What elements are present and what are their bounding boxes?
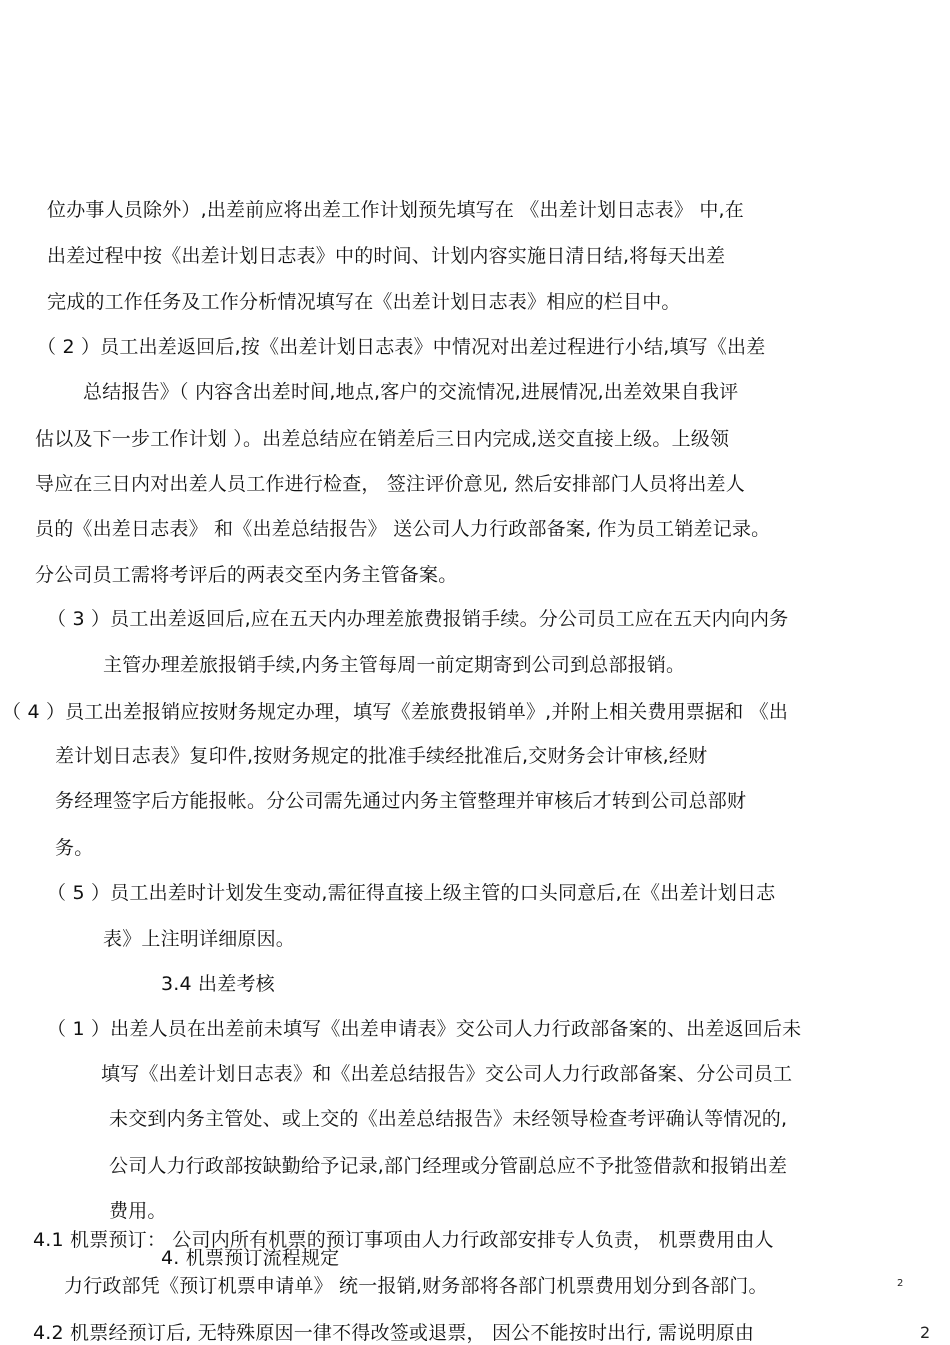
text-line: 4.1 机票预订： 公司内所有机票的预订事项由人力行政部安排专人负责， 机票费用由人 bbox=[33, 1229, 774, 1251]
text-line: 费用。 bbox=[109, 1200, 167, 1222]
text-line: （ 2 ）员工出差返回后,按《出差计划日志表》中情况对出差过程进行小结,填写《出差 bbox=[37, 336, 766, 358]
text-line: 员的《出差日志表》 和《出差总结报告》 送公司人力行政部备案, 作为员工销差记录。 bbox=[35, 518, 771, 540]
page-number: 2 bbox=[897, 1278, 904, 1289]
section-heading: 4. 机票预订流程规定 bbox=[161, 1247, 340, 1269]
text-line: 务。 bbox=[55, 837, 94, 859]
text-line: 公司人力行政部按缺勤给予记录,部门经理或分管副总应不予批签借款和报销出差 bbox=[109, 1155, 788, 1177]
text-line: 估以及下一步工作计划 ）。出差总结应在销差后三日内完成,送交直接上级。上级领 bbox=[35, 428, 730, 450]
text-line: 务经理签字后方能报帐。分公司需先通过内务主管整理并审核后才转到公司总部财 bbox=[55, 790, 747, 812]
text-line: （ 4 ）员工出差报销应按财务规定办理，填写《差旅费报销单》,并附上相关费用票据和 《出 bbox=[2, 701, 789, 723]
text-line: 完成的工作任务及工作分析情况填写在《出差计划日志表》相应的栏目中。 bbox=[47, 291, 681, 313]
text-line: （ 3 ）员工出差返回后,应在五天内办理差旅费报销手续。分公司员工应在五天内向内务 bbox=[47, 608, 789, 630]
text-line: 导应在三日内对出差人员工作进行检查， 签注评价意见, 然后安排部门人员将出差人 bbox=[35, 473, 745, 495]
text-line: 位办事人员除外）,出差前应将出差工作计划预先填写在 《出差计划日志表》 中,在 bbox=[47, 199, 744, 221]
text-line: 总结报告》（ 内容含出差时间,地点,客户的交流情况,进展情况,出差效果自我评 bbox=[83, 381, 739, 403]
text-line: 未交到内务主管处、或上交的《出差总结报告》未经领导检查考评确认等情况的, bbox=[109, 1108, 788, 1130]
text-line: 主管办理差旅报销手续,内务主管每周一前定期寄到公司到总部报销。 bbox=[103, 654, 686, 676]
text-line: 4.2 机票经预订后, 无特殊原因一律不得改签或退票， 因公不能按时出行, 需说明原由 bbox=[33, 1322, 755, 1344]
section-heading: 3.4 出差考核 bbox=[161, 973, 275, 995]
text-line: 差计划日志表》复印件,按财务规定的批准手续经批准后,交财务会计审核,经财 bbox=[55, 745, 708, 767]
text-line: 表》上注明详细原因。 bbox=[103, 928, 296, 950]
text-line: （ 1 ）出差人员在出差前未填写《出差申请表》交公司人力行政部备案的、出差返回后未 bbox=[47, 1018, 802, 1040]
text-line: 力行政部凭《预订机票申请单》 统一报销,财务部将各部门机票费用划分到各部门。 bbox=[64, 1275, 768, 1297]
text-line: 出差过程中按《出差计划日志表》中的时间、计划内容实施日清日结,将每天出差 bbox=[47, 245, 726, 267]
text-line: 填写《出差计划日志表》和《出差总结报告》交公司人力行政部备案、分公司员工 bbox=[101, 1063, 793, 1085]
text-line: 分公司员工需将考评后的两表交至内务主管备案。 bbox=[35, 564, 458, 586]
text-line: （ 5 ）员工出差时计划发生变动,需征得直接上级主管的口头同意后,在《出差计划日志 bbox=[47, 882, 776, 904]
page-number: 2 bbox=[920, 1323, 931, 1342]
